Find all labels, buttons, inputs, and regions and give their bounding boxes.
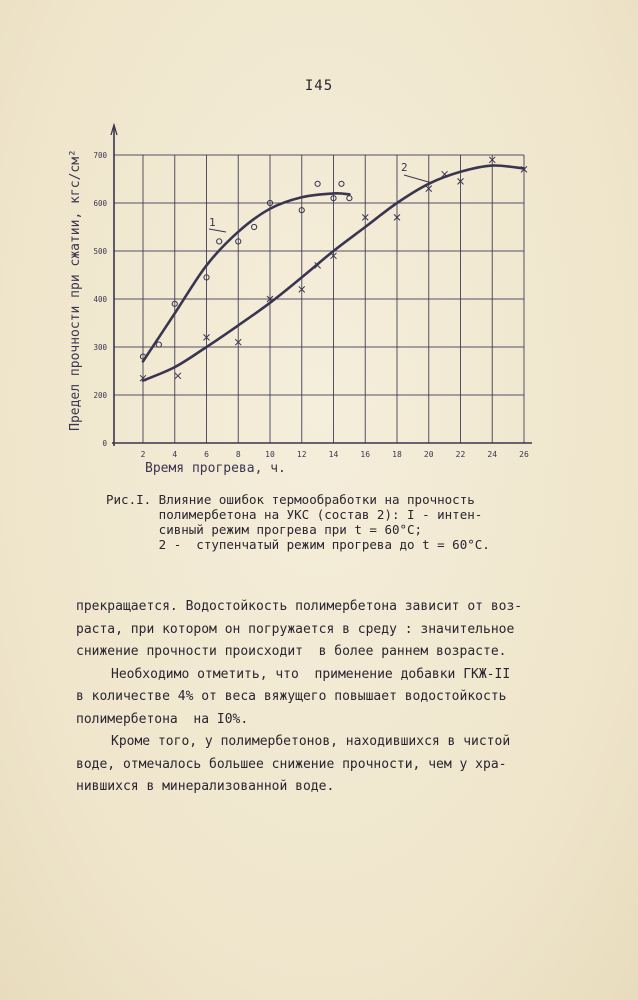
data-point-circle <box>156 342 161 347</box>
x-tick-label: 24 <box>487 450 498 459</box>
text-line: полимербетона на I0%. <box>76 711 249 727</box>
x-tick-label: 22 <box>455 450 466 459</box>
text-line: нившихся в минерализованной воде. <box>76 779 335 794</box>
body-text <box>76 596 546 799</box>
y-tick-label: 400 <box>93 295 107 304</box>
caption-line: 2 - ступенчатый режим прогрева до t = 60°С. <box>106 537 490 552</box>
y-tick-label: 300 <box>93 343 107 352</box>
x-axis-label: Время прогрева, ч. <box>145 461 286 476</box>
page-number: I45 <box>304 78 334 94</box>
series-label-1-leader <box>209 229 226 232</box>
x-tick-label: 8 <box>235 450 241 459</box>
x-tick-label: 26 <box>519 450 529 459</box>
data-point-circle <box>217 239 222 244</box>
data-point-circle <box>339 181 344 186</box>
text-line: Кроме того, у полимербетонов, находившихся в чистой <box>111 734 511 749</box>
text-line: в количестве 4% от веса вяжущего повышает водостойкость <box>76 689 507 704</box>
y-tick-label: 700 <box>93 151 107 160</box>
y-axis-label: Предел прочности при сжатии, кгс/см² <box>68 149 83 431</box>
series-label-1: 1 <box>209 216 216 229</box>
data-point-circle <box>252 224 257 229</box>
x-tick-label: 10 <box>265 450 275 459</box>
series-label-2-leader <box>404 175 432 183</box>
y-tick-label: 0 <box>102 439 107 448</box>
x-tick-label: 20 <box>423 450 434 459</box>
caption-line: полимербетона на УКС (состав 2): I - интен- <box>106 507 483 522</box>
caption-line: сивный режим прогрева при t = 60°С; <box>106 522 423 537</box>
y-tick-label: 500 <box>93 247 107 256</box>
text-line: раста, при котором он погружается в среду : значительное <box>76 621 515 637</box>
figure-caption <box>106 492 566 552</box>
y-tick-label: 600 <box>93 199 107 208</box>
data-point-circle <box>347 196 352 201</box>
x-tick-label: 2 <box>140 450 146 459</box>
text-line: снижение прочности происходит в более раннем возрасте. <box>76 644 507 659</box>
x-tick-label: 16 <box>360 450 371 459</box>
series-label-2: 2 <box>401 161 408 174</box>
x-tick-label: 14 <box>328 450 339 459</box>
data-point-circle <box>315 181 320 186</box>
x-tick-label: 6 <box>204 450 209 459</box>
caption-line: Рис.I. Влияние ошибок термообработки на прочность <box>106 492 475 507</box>
x-tick-label: 12 <box>296 450 307 459</box>
strength-chart <box>0 0 638 480</box>
text-line: воде, отмечалось большее снижение прочности, чем у хра- <box>76 756 507 772</box>
y-tick-label: 200 <box>93 391 107 400</box>
data-point-cross <box>175 373 181 379</box>
x-tick-label: 18 <box>392 450 402 459</box>
text-line: Необходимо отметить, что применение добавки ГКЖ-II <box>111 666 511 682</box>
text-line: прекращается. Водостойкость полимербетона зависит от воз- <box>76 599 523 614</box>
series-curve-1 <box>143 193 349 361</box>
x-tick-label: 4 <box>172 450 178 459</box>
